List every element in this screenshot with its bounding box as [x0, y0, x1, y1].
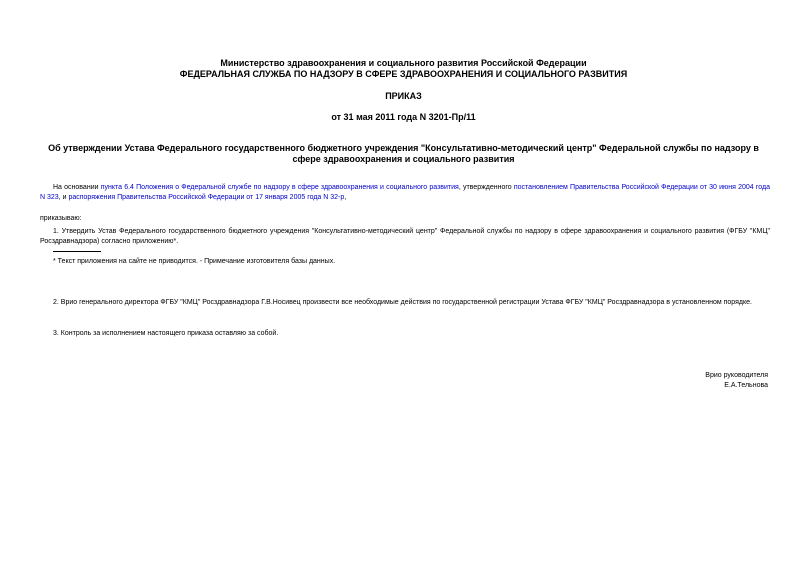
footnote-note: * Текст приложения на сайте не приводится. - Примечание изготовителя базы данных. [53, 258, 336, 265]
order-word: приказываю: [40, 215, 82, 222]
signatory-name: Е.А.Тельнова [724, 382, 768, 389]
document-type: ПРИКАЗ [385, 91, 422, 101]
footnote-divider [53, 251, 101, 252]
basis-paragraph [40, 183, 770, 203]
order-item-3: 3. Контроль за исполнением настоящего приказа оставляю за собой. [53, 330, 279, 337]
document-date-number: от 31 мая 2011 года N 3201-Пр/11 [331, 112, 476, 122]
basis-middle-2: , и [58, 194, 69, 201]
basis-prefix: На основании [53, 184, 101, 191]
order-item-1: 1. Утвердить Устав Федерального государственного бюджетного учреждения "Консультативно-методический центр" Федеральной службы по надзору в сфере здравоохранения и социального развития (ФГБУ "КМЦ" Росздравнадзора) согласно приложению*. [40, 228, 770, 245]
link-regulation-clause[interactable]: пункта 6.4 Положения о Федеральной службе по надзору в сфере здравоохранения и социального развития [100, 184, 459, 191]
link-government-decree[interactable]: распоряжения Правительства Российской Федерации от 17 января 2005 года N 32-р [68, 194, 345, 201]
basis-suffix: , [344, 194, 347, 201]
service-name: ФЕДЕРАЛЬНАЯ СЛУЖБА ПО НАДЗОРУ В СФЕРЕ ЗДРАВООХРАНЕНИЯ И СОЦИАЛЬНОГО РАЗВИТИЯ [179, 69, 628, 79]
order-item-2: 2. Врио генерального директора ФГБУ "КМЦ" Росздравнадзора Г.В.Носивец произвести все необходимые действия по государственной регистрации Устава ФГБУ "КМЦ" Росздравнадзора в установленном порядке. [53, 299, 752, 306]
signatory-position: Врио руководителя [705, 372, 768, 379]
document-subject: Об утверждении Устава Федерального государственного бюджетного учреждения "Консультативно-методический центр" Федеральной службы по надзору в сфере здравоохранения и социального развития [48, 143, 759, 164]
ministry-name: Министерство здравоохранения и социального развития Российской Федерации [220, 58, 587, 68]
basis-middle-1: , утвержденного [458, 184, 514, 191]
link-government-resolution[interactable]: постановлением Правительства Российской Федерации от 30 июня 2004 года N 323 [40, 184, 770, 201]
